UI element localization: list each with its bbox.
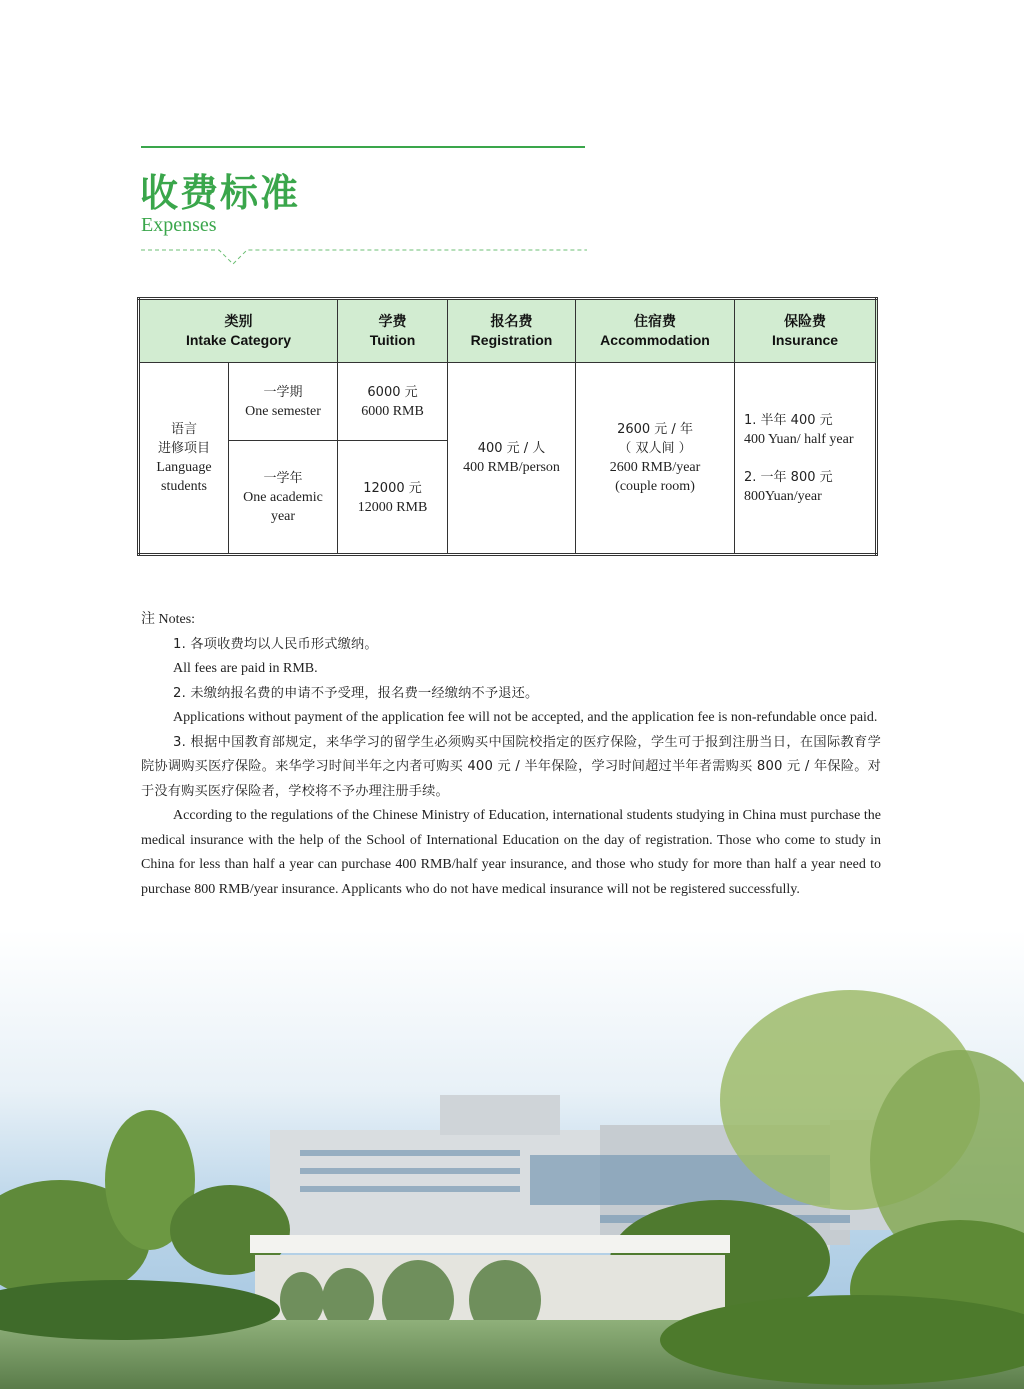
tuition-semester: 6000 元 6000 RMB — [338, 363, 448, 441]
tuition-year: 12000 元 12000 RMB — [338, 441, 448, 555]
table-row — [139, 363, 877, 441]
title-rule — [141, 146, 585, 148]
note-1-cn: 1. 各项收费均以人民币形式缴纳。 — [173, 636, 378, 652]
header-category: 类别 Intake Category — [139, 299, 338, 363]
note-2-cn: 2. 未缴纳报名费的申请不予受理，报名费一经缴纳不予退还。 — [173, 685, 539, 701]
note-3-cn: 3. 根据中国教育部规定，来华学习的留学生必须购买中国院校指定的医疗保险，学生可于报到注册当日，在国际教育学院协调购买医疗保险。来华学习时间半年之内者可购买 400 元 / 半年保险，学习时间超过半年者需购买 800 元 / 年保险。对于没有购买医疗保险者，学校将不予办理注册手续。 — [141, 734, 881, 799]
registration-fee: 400 元 / 人 400 RMB/person — [448, 363, 576, 555]
insurance-fee: 1. 半年 400 元 400 Yuan/ half year 2. 一年 800 元 800Yuan/year — [735, 363, 877, 555]
period-semester: 一学期 One semester — [229, 363, 338, 441]
accommodation-fee: 2600 元 / 年 （ 双人间 ） 2600 RMB/year (couple room) — [576, 363, 735, 555]
page-title-cn: 收费标准 — [140, 171, 301, 215]
note-2-en: Applications without payment of the application fee will not be accepted, and the application fee is non-refundable once paid. — [173, 710, 878, 725]
notes-section — [141, 608, 881, 902]
period-year: 一学年 One academic year — [229, 441, 338, 555]
page-title-en: Expenses — [141, 214, 217, 236]
note-3-en: According to the regulations of the Chinese Ministry of Education, international students studying in China must purchase the medical insurance with the help of the School of International Education on the day of registration. Those who come to study in China for less than half a year can purchase 400 RMB/half year insurance, and those who study for more than half a year need to purchase 800 RMB/year insurance. Applicants who do not have medical insurance will not be registered successfully. — [141, 808, 881, 897]
note-1-en: All fees are paid in RMB. — [173, 661, 318, 676]
header-tuition: 学费 Tuition — [338, 299, 448, 363]
title-divider — [141, 244, 587, 268]
notes-heading: 注 Notes: — [141, 612, 196, 627]
program-cell: 语言 进修项目 Language students — [139, 363, 229, 555]
fees-table — [137, 297, 878, 556]
header-registration: 报名费 Registration — [448, 299, 576, 363]
table-header-row — [139, 299, 877, 363]
header-accommodation: 住宿费 Accommodation — [576, 299, 735, 363]
header-insurance: 保险费 Insurance — [735, 299, 877, 363]
campus-photo — [0, 930, 1024, 1389]
